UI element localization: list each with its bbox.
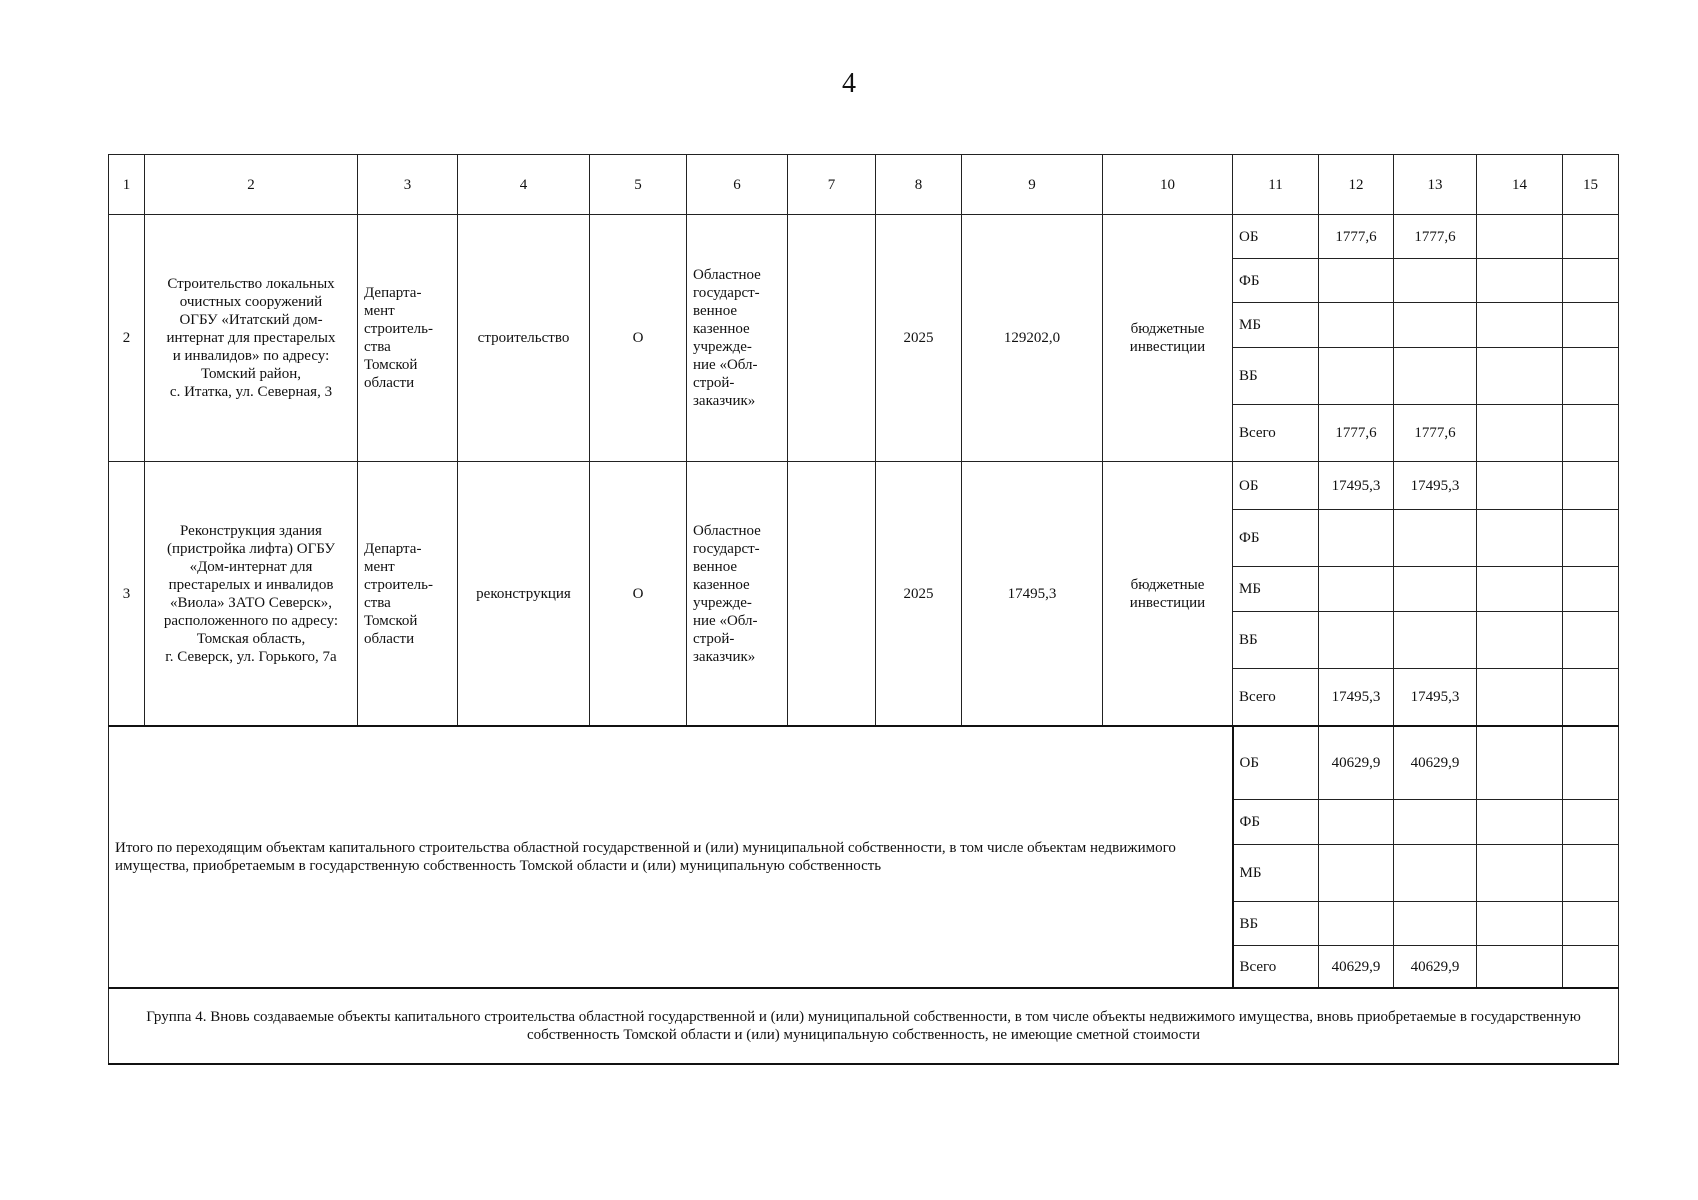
funding-source: ВБ <box>1233 348 1319 405</box>
header-cell-8: 8 <box>876 155 962 215</box>
value-col14 <box>1477 669 1563 727</box>
value-col15 <box>1563 946 1619 989</box>
funding-source: ВБ <box>1233 902 1319 946</box>
header-cell-7: 7 <box>788 155 876 215</box>
header-cell-9: 9 <box>962 155 1103 215</box>
department: Департа- мент строитель- ства Томской области <box>358 462 458 727</box>
header-cell-2: 2 <box>145 155 358 215</box>
funding-type: бюджетные инвестиции <box>1103 215 1233 462</box>
value-col15 <box>1563 348 1619 405</box>
object-name: Реконструкция здания (пристройка лифта) ОГБУ «Дом-интернат для престарелых и инвалидов «Виола» ЗАТО Северск», расположенного по адресу: Томская область, г. Северск, ул. Горького, 7а <box>145 462 358 727</box>
value-col13: 17495,3 <box>1394 669 1477 727</box>
value-col15 <box>1563 800 1619 845</box>
value-col12: 1777,6 <box>1319 405 1394 462</box>
header-cell-14: 14 <box>1477 155 1563 215</box>
value-col13 <box>1394 800 1477 845</box>
value-col15 <box>1563 567 1619 612</box>
header-cell-11: 11 <box>1233 155 1319 215</box>
value-col14 <box>1477 946 1563 989</box>
funding-source: ОБ <box>1233 215 1319 259</box>
value-col13: 1777,6 <box>1394 215 1477 259</box>
funding-source: Всего <box>1233 946 1319 989</box>
value-col15 <box>1563 215 1619 259</box>
group-heading-row <box>109 988 1619 1064</box>
value-col12 <box>1319 567 1394 612</box>
value-col13: 40629,9 <box>1394 946 1477 989</box>
total-label: Итого по переходящим объектам капитального строительства областной государственной и (или) муниципальной собственности, в том числе объектам недвижимого имущества, приобретаемым в государственную собственность Томской области и (или) муниципальную собственность <box>109 726 1233 988</box>
header-cell-15: 15 <box>1563 155 1619 215</box>
value-col15 <box>1563 669 1619 727</box>
value-col12 <box>1319 259 1394 303</box>
value-col15 <box>1563 510 1619 567</box>
value-col15 <box>1563 405 1619 462</box>
value-col12: 17495,3 <box>1319 462 1394 510</box>
funding-source: ФБ <box>1233 259 1319 303</box>
header-cell-10: 10 <box>1103 155 1233 215</box>
value-col14 <box>1477 215 1563 259</box>
customer: Областное государст- венное казенное учрежде- ние «Обл- строй- заказчик» <box>687 215 788 462</box>
value-col12: 40629,9 <box>1319 946 1394 989</box>
value-col13 <box>1394 303 1477 348</box>
value-col13 <box>1394 510 1477 567</box>
value-col13: 40629,9 <box>1394 726 1477 800</box>
header-cell-5: 5 <box>590 155 687 215</box>
funding-source: Всего <box>1233 405 1319 462</box>
customer: Областное государст- венное казенное учрежде- ние «Обл- строй- заказчик» <box>687 462 788 727</box>
table-header-row <box>109 155 1619 215</box>
value-col14 <box>1477 902 1563 946</box>
value-col13 <box>1394 348 1477 405</box>
value-col12: 40629,9 <box>1319 726 1394 800</box>
value-col13: 1777,6 <box>1394 405 1477 462</box>
page-number: 4 <box>842 68 856 99</box>
funding-source: МБ <box>1233 567 1319 612</box>
table-row <box>109 462 1619 510</box>
year: 2025 <box>876 462 962 727</box>
estimated-cost: 129202,0 <box>962 215 1103 462</box>
value-col15 <box>1563 845 1619 902</box>
value-col14 <box>1477 462 1563 510</box>
value-col13 <box>1394 259 1477 303</box>
funding-source: Всего <box>1233 669 1319 727</box>
col5-value: О <box>590 215 687 462</box>
value-col15 <box>1563 726 1619 800</box>
col7-value <box>788 462 876 727</box>
value-col13 <box>1394 902 1477 946</box>
value-col14 <box>1477 510 1563 567</box>
value-col14 <box>1477 348 1563 405</box>
header-cell-4: 4 <box>458 155 590 215</box>
investment-table <box>108 154 1619 1065</box>
col7-value <box>788 215 876 462</box>
value-col12 <box>1319 303 1394 348</box>
value-col14 <box>1477 259 1563 303</box>
value-col12 <box>1319 612 1394 669</box>
value-col13 <box>1394 567 1477 612</box>
object-name: Строительство локальных очистных сооружений ОГБУ «Итатский дом- интернат для престарелых и инвалидов» по адресу: Томский район, с. Итатка, ул. Северная, 3 <box>145 215 358 462</box>
row-number: 3 <box>109 462 145 727</box>
funding-source: МБ <box>1233 845 1319 902</box>
value-col12 <box>1319 510 1394 567</box>
value-col14 <box>1477 612 1563 669</box>
col5-value: О <box>590 462 687 727</box>
total-row <box>109 726 1619 800</box>
value-col14 <box>1477 845 1563 902</box>
department: Департа- мент строитель- ства Томской области <box>358 215 458 462</box>
value-col15 <box>1563 612 1619 669</box>
row-number: 2 <box>109 215 145 462</box>
work-type: строительство <box>458 215 590 462</box>
value-col14 <box>1477 405 1563 462</box>
funding-source: ВБ <box>1233 612 1319 669</box>
estimated-cost: 17495,3 <box>962 462 1103 727</box>
value-col12: 1777,6 <box>1319 215 1394 259</box>
value-col12: 17495,3 <box>1319 669 1394 727</box>
funding-source: ФБ <box>1233 800 1319 845</box>
value-col13 <box>1394 845 1477 902</box>
header-cell-12: 12 <box>1319 155 1394 215</box>
value-col12 <box>1319 902 1394 946</box>
funding-source: МБ <box>1233 303 1319 348</box>
group-heading: Группа 4. Вновь создаваемые объекты капитального строительства областной государственной и (или) муниципальной собственности, в том числе объекты недвижимого имущества, вновь приобретаемые в государственную собственность Томской области и (или) муниципальную собственность, не имеющие сметной стоимости <box>109 988 1619 1064</box>
value-col14 <box>1477 726 1563 800</box>
value-col15 <box>1563 462 1619 510</box>
header-cell-13: 13 <box>1394 155 1477 215</box>
table-row <box>109 215 1619 259</box>
value-col12 <box>1319 348 1394 405</box>
work-type: реконструкция <box>458 462 590 727</box>
header-cell-1: 1 <box>109 155 145 215</box>
value-col12 <box>1319 800 1394 845</box>
value-col15 <box>1563 902 1619 946</box>
value-col13: 17495,3 <box>1394 462 1477 510</box>
value-col15 <box>1563 303 1619 348</box>
value-col14 <box>1477 303 1563 348</box>
funding-type: бюджетные инвестиции <box>1103 462 1233 727</box>
funding-source: ОБ <box>1233 726 1319 800</box>
value-col14 <box>1477 567 1563 612</box>
value-col13 <box>1394 612 1477 669</box>
value-col14 <box>1477 800 1563 845</box>
value-col12 <box>1319 845 1394 902</box>
funding-source: ОБ <box>1233 462 1319 510</box>
funding-source: ФБ <box>1233 510 1319 567</box>
year: 2025 <box>876 215 962 462</box>
value-col15 <box>1563 259 1619 303</box>
header-cell-6: 6 <box>687 155 788 215</box>
header-cell-3: 3 <box>358 155 458 215</box>
